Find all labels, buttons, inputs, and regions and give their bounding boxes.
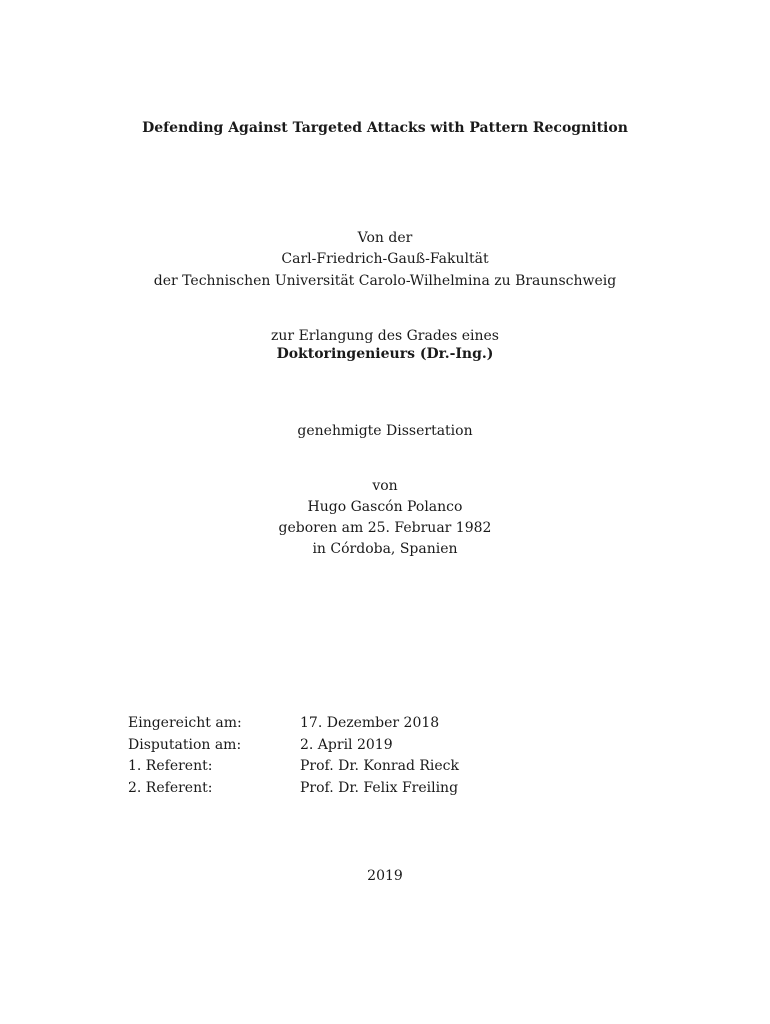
detail-label: Eingereicht am: (128, 715, 242, 731)
detail-row-submitted (128, 714, 568, 736)
detail-label: 1. Referent: (128, 758, 213, 774)
year: 2019 (367, 868, 403, 884)
dissertation-note: genehmigte Dissertation (297, 423, 473, 439)
institution-line-2: Carl-Friedrich-Gauß-Fakultät (281, 251, 489, 267)
degree-intro: zur Erlangung des Grades eines (271, 328, 499, 344)
detail-value: Prof. Dr. Konrad Rieck (300, 758, 460, 774)
examination-details (128, 714, 568, 800)
detail-label: 2. Referent: (128, 779, 213, 796)
detail-row-referent-1 (128, 757, 568, 779)
detail-row-referent-2 (128, 779, 568, 801)
detail-label: Disputation am: (128, 736, 242, 753)
thesis-title: Defending Against Targeted Attacks with Pattern Recognition (142, 120, 628, 136)
detail-value: Prof. Dr. Felix Freiling (300, 779, 459, 796)
institution-line-1: Von der (357, 230, 413, 246)
detail-value: 2. April 2019 (300, 736, 393, 753)
author-name: Hugo Gascón Polanco (307, 499, 463, 515)
author-birth-date: geboren am 25. Februar 1982 (278, 520, 492, 536)
institution-line-3: der Technischen Universität Carolo-Wilhelmina zu Braunschweig (153, 273, 617, 289)
detail-row-disputation (128, 736, 568, 758)
author-prefix: von (372, 478, 398, 494)
degree-name: Doktoringenieurs (Dr.-Ing.) (276, 346, 494, 362)
detail-value: 17. Dezember 2018 (300, 715, 440, 731)
author-birth-place: in Córdoba, Spanien (312, 541, 458, 557)
